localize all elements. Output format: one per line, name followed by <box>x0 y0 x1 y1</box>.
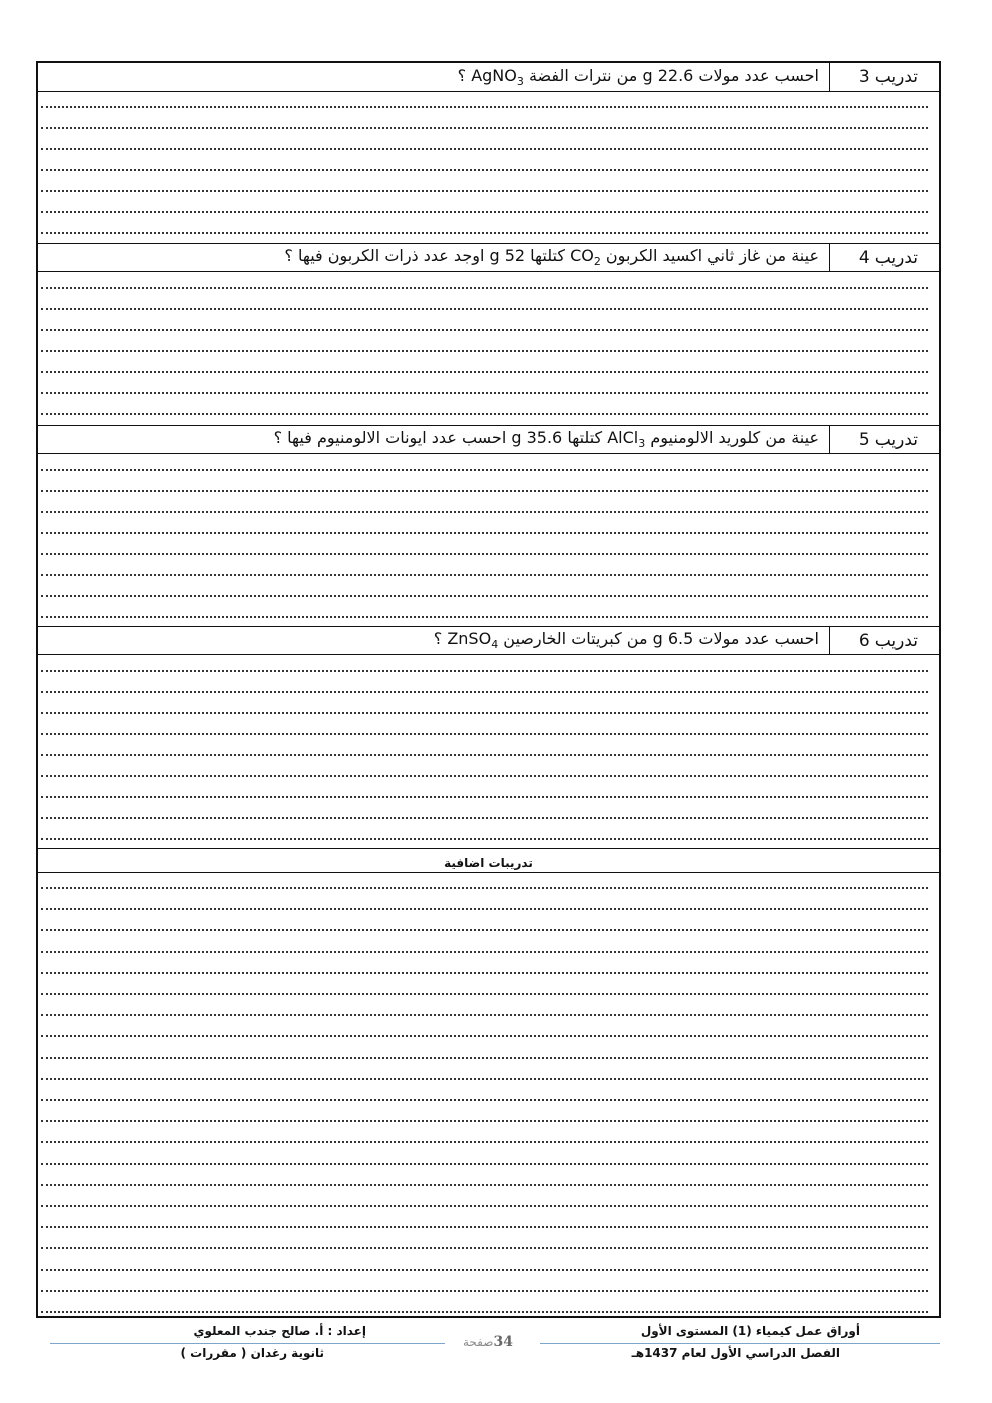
answer-line <box>41 224 928 234</box>
answer-line <box>41 1197 928 1207</box>
answer-line <box>41 363 928 373</box>
answer-line <box>41 482 928 492</box>
answer-line <box>41 300 928 310</box>
answer-line <box>41 503 928 513</box>
answer-line <box>41 608 928 618</box>
answer-line <box>41 524 928 534</box>
answer-line <box>41 1006 928 1016</box>
answer-line <box>41 461 928 471</box>
answer-line <box>41 161 928 171</box>
answer-line <box>41 279 928 289</box>
exercise-question: عينة من كلوريد الالومنيوم AlCl$_3$ كتلتها 35.6 g احسب عدد ايونات الالومنيوم فيها ؟ <box>273 428 819 451</box>
answer-line <box>41 1112 928 1122</box>
worksheet-frame <box>36 61 941 1318</box>
answer-line <box>41 879 928 889</box>
answer-line <box>41 321 928 331</box>
semester-info: الفصل الدراسي الأول لعام 1437هـ <box>631 1346 840 1360</box>
extra-exercises-title: تدريبات اضافية <box>444 856 533 870</box>
answer-line <box>41 1261 928 1271</box>
answer-line <box>41 98 928 108</box>
exercise-label-text: تدريب <box>874 247 918 268</box>
exercise-label <box>829 244 939 271</box>
exercise-6-header <box>38 626 939 655</box>
answer-line <box>41 1155 928 1165</box>
answer-line <box>41 1282 928 1292</box>
answer-line <box>41 342 928 352</box>
answer-line <box>41 566 928 576</box>
answer-line <box>41 746 928 756</box>
answer-line <box>41 384 928 394</box>
answer-line <box>41 900 928 910</box>
answer-line <box>41 1027 928 1037</box>
exercise-5-header <box>38 425 939 454</box>
answer-line <box>41 921 928 931</box>
exercise-question: احسب عدد مولات 6.5 g من كبريتات الخارصين ZnSO$_4$ ؟ <box>433 629 819 652</box>
prepared-by: إعداد : أ. صالح جندب المعلوي <box>193 1324 366 1338</box>
answer-line <box>41 1303 928 1313</box>
page-number-value: 34 <box>493 1334 513 1350</box>
school-name: ثانوية رغدان ( مقررات ) <box>180 1346 324 1360</box>
exercise-number: 6 <box>858 630 870 651</box>
exercise-label-text: تدريب <box>874 429 918 450</box>
exercise-number: 4 <box>858 247 870 268</box>
answer-line <box>41 943 928 953</box>
exercise-question: احسب عدد مولات 22.6 g من نترات الفضة AgNO$_3$ ؟ <box>457 65 819 89</box>
answer-line <box>41 182 928 192</box>
answer-line <box>41 1070 928 1080</box>
exercise-label-text: تدريب <box>874 67 918 87</box>
exercise-label <box>829 63 939 91</box>
answer-line <box>41 587 928 597</box>
page-number <box>463 1334 513 1350</box>
exercise-number: 5 <box>858 429 870 450</box>
answer-line <box>41 203 928 213</box>
exercise-question: عينة من غاز ثاني اكسيد الكربون $CO_2$ كتلتها 52 g اوجد عدد ذرات الكربون فيها ؟ <box>284 246 819 269</box>
course-title: أوراق عمل كيمياء (1) المستوى الأول <box>640 1324 860 1338</box>
exercise-label <box>829 627 939 654</box>
answer-line <box>41 809 928 819</box>
answer-line <box>41 683 928 693</box>
answer-line <box>41 662 928 672</box>
answer-line <box>41 704 928 714</box>
page-number-label: صفحة <box>463 1335 494 1349</box>
answer-line <box>41 1049 928 1059</box>
answer-line <box>41 725 928 735</box>
answer-line <box>41 545 928 555</box>
extra-exercises-header <box>38 848 939 873</box>
exercise-3-header <box>38 63 939 92</box>
answer-line <box>41 140 928 150</box>
footer-rule-right <box>540 1343 940 1344</box>
exercise-label-text: تدريب <box>874 630 918 651</box>
answer-line <box>41 1133 928 1143</box>
answer-line <box>41 119 928 129</box>
answer-line <box>41 964 928 974</box>
exercise-label <box>829 426 939 453</box>
answer-line <box>41 1176 928 1186</box>
answer-line <box>41 985 928 995</box>
answer-line <box>41 1218 928 1228</box>
answer-line <box>41 767 928 777</box>
answer-line <box>41 1091 928 1101</box>
exercise-4-header <box>38 243 939 272</box>
answer-line <box>41 1239 928 1249</box>
answer-line <box>41 405 928 415</box>
answer-line <box>41 788 928 798</box>
answer-line <box>41 830 928 840</box>
footer-rule-left <box>50 1343 445 1344</box>
exercise-number: 3 <box>858 67 870 87</box>
